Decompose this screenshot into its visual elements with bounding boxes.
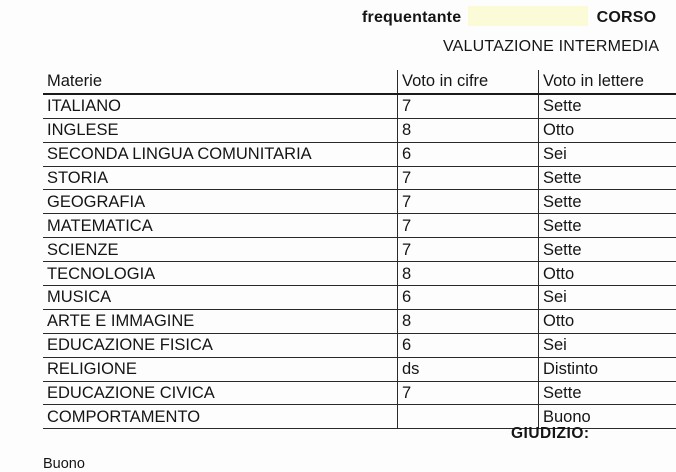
grade-digits-cell: 6 (398, 142, 539, 166)
grade-digits-cell: 7 (398, 190, 539, 214)
table-row (43, 214, 676, 238)
subject-cell: MATEMATICA (43, 214, 398, 238)
redacted-name (468, 6, 588, 26)
grade-digits-cell: ds (398, 357, 539, 381)
subject-cell: MUSICA (43, 286, 398, 310)
subject-cell: TECNOLOGIA (43, 262, 398, 286)
table-row (43, 333, 676, 357)
grade-digits-cell: 7 (398, 381, 539, 405)
grade-digits-cell: 8 (398, 118, 539, 142)
table-row (43, 357, 676, 381)
header-subjects: Materie (43, 70, 398, 94)
grades-table (43, 70, 676, 429)
table-row (43, 381, 676, 405)
subject-cell: GEOGRAFIA (43, 190, 398, 214)
table-row (43, 166, 676, 190)
grade-digits-cell: 7 (398, 166, 539, 190)
grade-words-cell: Otto (539, 309, 676, 333)
subject-cell: SECONDA LINGUA COMUNITARIA (43, 142, 398, 166)
grade-digits-cell: 6 (398, 333, 539, 357)
header-student-line (362, 6, 656, 27)
grade-words-cell: Otto (539, 262, 676, 286)
grade-words-cell: Buono (539, 405, 676, 429)
table-row (43, 94, 676, 118)
table-row (43, 309, 676, 333)
table-row (43, 190, 676, 214)
grade-words-cell: Sei (539, 286, 676, 310)
grade-digits-cell: 8 (398, 309, 539, 333)
grade-words-cell: Sette (539, 94, 676, 118)
subject-cell: ARTE E IMMAGINE (43, 309, 398, 333)
table-row (43, 142, 676, 166)
table-row (43, 238, 676, 262)
giudizio-label: GIUDIZIO: (511, 425, 590, 443)
subject-cell: INGLESE (43, 118, 398, 142)
corso-label: CORSO (597, 9, 657, 26)
table-header-row (43, 70, 676, 94)
table-row (43, 262, 676, 286)
frequentante-label: frequentante (362, 9, 461, 26)
grade-words-cell: Sei (539, 333, 676, 357)
header-grade-words: Voto in lettere (539, 70, 676, 94)
subject-cell: COMPORTAMENTO (43, 405, 398, 429)
subject-cell: EDUCAZIONE CIVICA (43, 381, 398, 405)
grade-digits-cell: 7 (398, 214, 539, 238)
grade-words-cell: Distinto (539, 357, 676, 381)
grade-words-cell: Sette (539, 238, 676, 262)
subject-cell: STORIA (43, 166, 398, 190)
grade-words-cell: Sette (539, 190, 676, 214)
table-row (43, 286, 676, 310)
grade-digits-cell: 7 (398, 94, 539, 118)
grade-digits-cell: 7 (398, 238, 539, 262)
grade-words-cell: Sette (539, 214, 676, 238)
grade-digits-cell: 6 (398, 286, 539, 310)
grade-digits-cell: 8 (398, 262, 539, 286)
subject-cell: EDUCAZIONE FISICA (43, 333, 398, 357)
subject-cell: SCIENZE (43, 238, 398, 262)
table-row (43, 118, 676, 142)
grade-words-cell: Otto (539, 118, 676, 142)
grade-words-cell: Sette (539, 166, 676, 190)
grade-words-cell: Sette (539, 381, 676, 405)
subject-cell: RELIGIONE (43, 357, 398, 381)
evaluation-title: VALUTAZIONE INTERMEDIA (443, 38, 659, 56)
header-grade-digits: Voto in cifre (398, 70, 539, 94)
grade-words-cell: Sei (539, 142, 676, 166)
subject-cell: ITALIANO (43, 94, 398, 118)
giudizio-text: Buono (43, 456, 85, 472)
